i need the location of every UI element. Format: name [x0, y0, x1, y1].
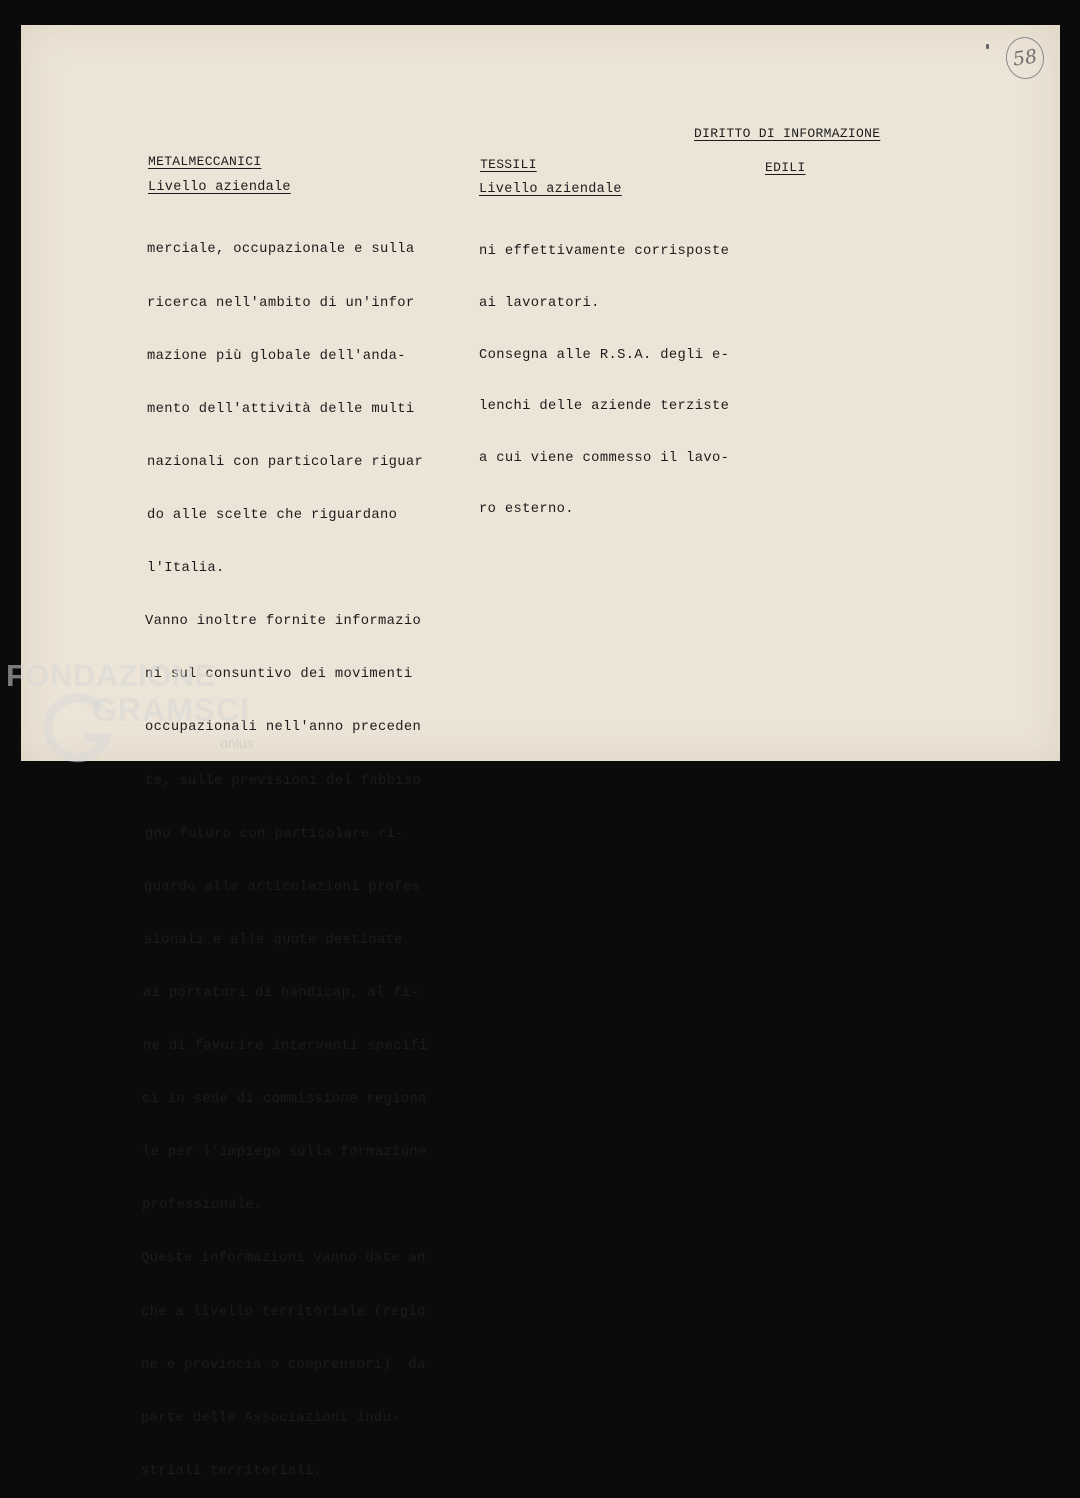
text-line: do alle scelte che riguardano [147, 507, 398, 523]
watermark-line-2: GRAMSCI [92, 692, 251, 728]
column-body-metalmeccanici [141, 206, 428, 1498]
text-line: Vanno inoltre fornite informazio [145, 614, 422, 630]
text-line: merciale, occupazionale e sulla [147, 242, 415, 258]
text-line: ci in sede di commissione regiona [142, 1092, 427, 1108]
text-line: le per l'impiego sulla formazione [142, 1145, 427, 1161]
text-line: ne e provincia o comprensori) da [141, 1357, 426, 1373]
text-line: ro esterno. [479, 502, 574, 518]
text-line: ai lavoratori. [479, 296, 600, 312]
text-line: nazionali con particolare riguar [147, 454, 424, 470]
text-line: mento dell'attività delle multi [147, 401, 415, 417]
text-line: ne di favorire interventi specifi [143, 1039, 428, 1055]
pencil-mark [986, 44, 989, 49]
text-line: ni sul consuntivo dei movimenti [145, 667, 413, 683]
text-line: guardo alle articolazioni profes [144, 879, 421, 895]
text-line: occupazionali nell'anno preceden [145, 720, 422, 736]
column-heading-metalmeccanici: METALMECCANICI [148, 154, 262, 169]
column-subheading-tessili: Livello aziendale [479, 182, 622, 197]
document-title: DIRITTO DI INFORMAZIONE [694, 126, 881, 141]
text-line: lenchi delle aziende terziste [479, 399, 730, 415]
page-number: 58 [1003, 35, 1046, 82]
text-line: ai portatori di handicap, al fi- [143, 985, 420, 1001]
text-line: gno futuro con particolare ri- [145, 826, 404, 842]
text-line: mazione più globale dell'anda- [147, 348, 406, 364]
text-line: a cui viene commesso il lavo- [479, 450, 730, 466]
text-line: ricerca nell'ambito di un'infor [147, 295, 415, 311]
text-line: professionale. [142, 1198, 263, 1214]
text-line: striali territoriali. [141, 1463, 323, 1479]
text-line: Consegna alle R.S.A. degli e- [479, 347, 730, 363]
text-line: Queste informazioni vanno date an [141, 1251, 426, 1267]
text-line: l'Italia. [147, 561, 225, 577]
text-line: ni effettivamente corrisposte [479, 244, 730, 260]
text-line: che a livello territoriale (regio [141, 1304, 426, 1320]
text-line: parte delle Associazioni indu- [141, 1410, 400, 1426]
text-line: te, sulle previsioni del fabbiso [145, 773, 422, 789]
column-heading-edili: EDILI [765, 160, 806, 175]
fondazione-gramsci-watermark [0, 640, 280, 775]
watermark-line-3: onlus [220, 735, 254, 751]
text-line: sionali e alle quote destinate [144, 932, 403, 948]
watermark-line-1: FONDAZIONE [6, 658, 216, 693]
column-subheading-metalmeccanici: Livello aziendale [148, 180, 291, 195]
column-heading-tessili: TESSILI [480, 157, 537, 172]
column-body-tessili [479, 209, 729, 536]
